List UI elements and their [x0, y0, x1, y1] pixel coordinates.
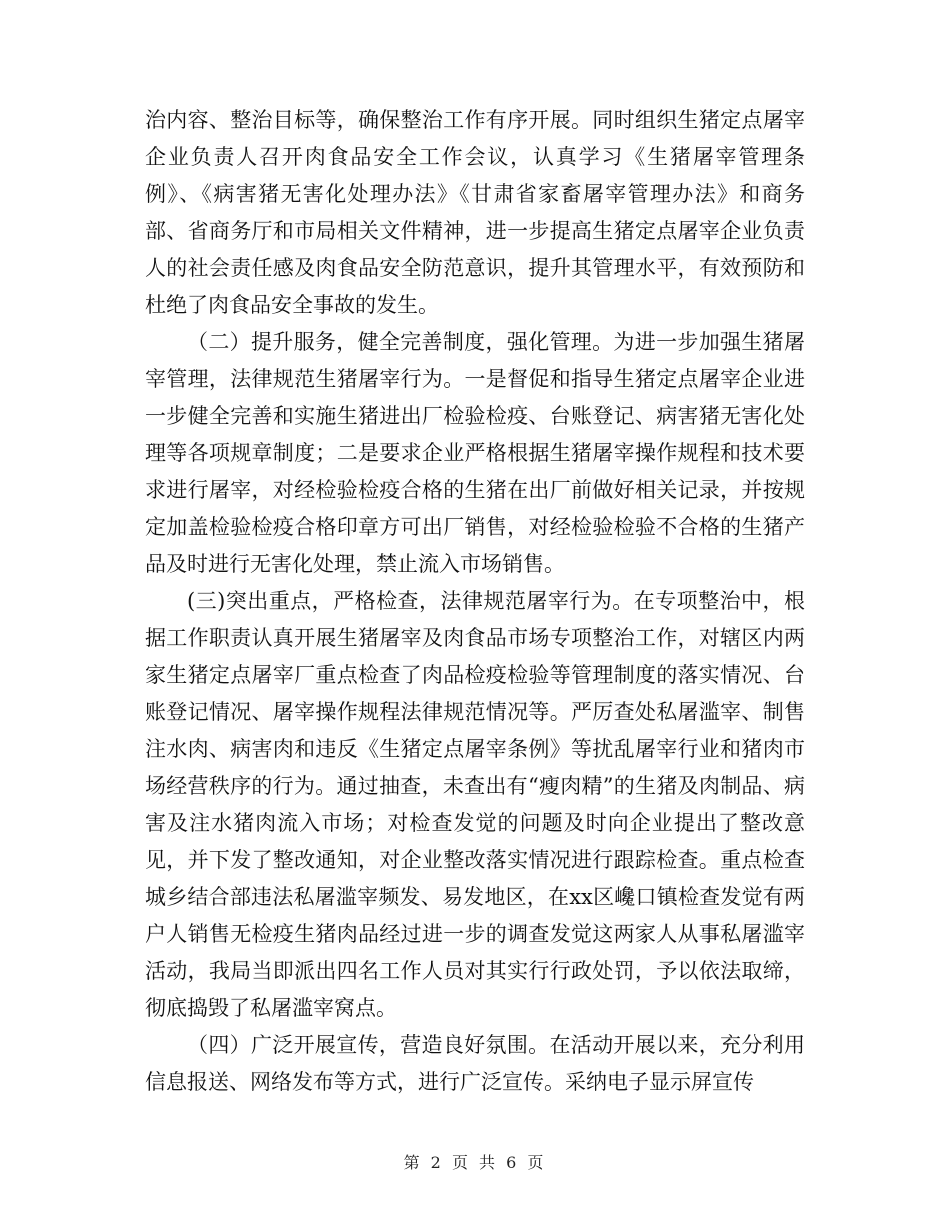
- paragraph-section-4: （四）广泛开展宣传，营造良好氛围。在活动开展以来，充分利用信息报送、网络发布等方式，进行广泛宣传。采纳电子显示屏宣传: [145, 1033, 805, 1094]
- paragraph-continuation: 治内容、整治目标等，确保整治工作有序开展。同时组织生猪定点屠宰企业负责人召开肉食品安全工作会议，认真学习《生猪屠宰管理条例》、《病害猪无害化处理办法》《甘肃省家畜屠宰管理办法》和商务部、省商务厅和市局相关文件精神，进一步提高生猪定点屠宰企业负责人的社会责任感及肉食品安全防范意识，提升其管理水平，有效预防和杜绝了肉食品安全事故的发生。: [145, 108, 805, 317]
- paragraph-section-2: （二）提升服务，健全完善制度，强化管理。为进一步加强生猪屠宰管理，法律规范生猪屠宰行为。一是督促和指导生猪定点屠宰企业进一步健全完善和实施生猪进出厂检验检疫、台账登记、病害猪无害化处理等各项规章制度；二是要求企业严格根据生猪屠宰操作规程和技术要求进行屠宰，对经检验检疫合格的生猪在出厂前做好相关记录，并按规定加盖检验检疫合格印章方可出厂销售，对经检验检验不合格的生猪产品及时进行无害化处理，禁止流入市场销售。: [145, 330, 805, 576]
- paragraph-section-3: (三)突出重点，严格检查，法律规范屠宰行为。在专项整治中，根据工作职责认真开展生猪屠宰及肉食品市场专项整治工作，对辖区内两家生猪定点屠宰厂重点检查了肉品检疫检验等管理制度的落实情况、台账登记情况、屠宰操作规程法律规范情况等。严厉查处私屠滥宰、制售注水肉、病害肉和违反《生猪定点屠宰条例》等扰乱屠宰行业和猪肉市场经营秩序的行为。通过抽查，未查出有“瘦肉精”的生猪及肉制品、病害及注水猪肉流入市场；对检查发觉的问题及时向企业提出了整改意见，并下发了整改通知，对企业整改落实情况进行跟踪检查。重点检查城乡结合部违法私屠滥宰频发、易发地区，在xx区巉口镇检查发觉有两户人销售无检疫生猪肉品经过进一步的调查发觉这两家人从事私屠滥宰活动，我局当即派出四名工作人员对其实行行政处罚，予以依法取缔，彻底捣毁了私屠滥宰窝点。: [145, 589, 805, 1020]
- page-footer: 第 2 页 共 6 页: [403, 1153, 547, 1172]
- document-body: [145, 102, 805, 1101]
